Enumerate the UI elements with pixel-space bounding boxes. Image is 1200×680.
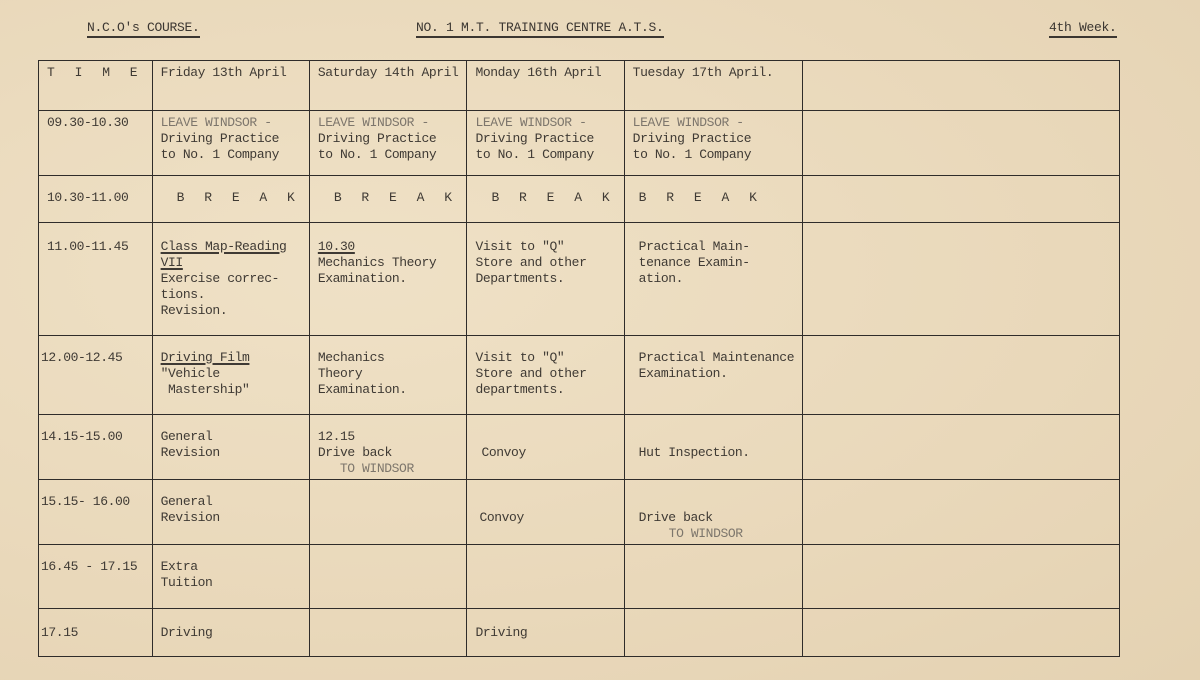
cell-line: to No. 1 Company [317,147,437,162]
header-row [39,61,1120,111]
cell-line: Drive back [317,445,392,460]
course-title: N.C.O's COURSE. [87,20,200,38]
time-cell: 17.15 [39,609,153,657]
schedule-cell [152,176,309,223]
cell-line: Visit to "Q" [475,239,565,254]
time-cell: 14.15-15.00 [39,415,153,480]
cell-line: to No. 1 Company [475,147,594,162]
cell-line: General [160,494,213,509]
cell-line: departments. [475,382,565,397]
break-label: B R E A K [491,190,616,205]
cell-line: Extra [160,559,198,574]
table-row [39,223,1120,336]
cell-line: tenance Examin- [638,255,750,270]
schedule-cell [467,111,624,176]
cell-line: Driving Practice [160,131,280,146]
schedule-cell [467,223,624,336]
schedule-cell [624,609,802,657]
subject-title: Class Map-Reading [160,239,287,254]
cell-line: LEAVE WINDSOR - [632,115,744,130]
schedule-cell [152,336,309,415]
table-row [39,545,1120,609]
subject-title: VII [160,255,183,270]
blank-cell [803,480,1120,545]
schedule-cell [309,223,467,336]
schedule-cell [624,176,802,223]
cell-line: to No. 1 Company [160,147,280,162]
schedule-cell [309,609,467,657]
blank-cell [803,415,1120,480]
schedule-cell [624,223,802,336]
column-header-time [39,61,153,111]
timetable [38,60,1120,657]
cell-line: Drive back [638,510,713,525]
blank-cell [803,111,1120,176]
table-row [39,609,1120,657]
schedule-cell [309,111,467,176]
schedule-cell [152,545,309,609]
time-cell: 11.00-11.45 [39,223,153,336]
time-cell: 12.00-12.45 [39,336,153,415]
schedule-cell [467,545,624,609]
cell-line: Practical Maintenance [638,350,795,365]
blank-cell [803,609,1120,657]
schedule-cell [624,480,802,545]
table-row [39,111,1120,176]
subject-title: 10.30 [317,239,355,254]
cell-line: Driving Practice [317,131,437,146]
cell-line: to No. 1 Company [632,147,752,162]
schedule-cell [309,415,467,480]
column-header-monday: Monday 16th April [467,61,624,111]
cell-line: Mechanics Theory [317,255,437,270]
cell-line: 12.15 [317,429,355,444]
blank-cell [803,223,1120,336]
cell-line: Store and other [475,366,587,381]
cell-line: ation. [638,271,684,286]
cell-line: General [160,429,213,444]
schedule-cell [309,545,467,609]
table-row [39,415,1120,480]
cell-line: Driving Practice [475,131,594,146]
schedule-cell [152,480,309,545]
cell-line: TO WINDSOR [339,461,414,476]
column-header-saturday: Saturday 14th April [309,61,467,111]
table-row [39,176,1120,223]
cell-line: LEAVE WINDSOR - [160,115,272,130]
column-header-tuesday: Tuesday 17th April. [624,61,802,111]
column-header-blank [803,61,1120,111]
table-row [39,336,1120,415]
cell-line: Departments. [475,271,565,286]
schedule-cell: Convoy [467,415,624,480]
subject-title: Driving Film [160,350,250,365]
cell-line: Examination. [638,366,728,381]
schedule-cell [467,176,624,223]
schedule-cell [467,336,624,415]
cell-line: Visit to "Q" [475,350,565,365]
break-label: B R E A K [176,190,301,205]
column-header-friday: Friday 13th April [152,61,309,111]
cell-line: tions. [160,287,206,302]
schedule-cell [624,111,802,176]
schedule-cell [152,223,309,336]
cell-line: Mastership" [160,382,250,397]
schedule-cell: Driving [152,609,309,657]
time-cell: 16.45 - 17.15 [39,545,153,609]
time-cell: 10.30-11.00 [39,176,153,223]
cell-line: Store and other [475,255,587,270]
blank-cell [803,176,1120,223]
cell-line: "Vehicle [160,366,220,381]
schedule-cell [624,545,802,609]
cell-line: Revision. [160,303,228,318]
cell-line: Revision [160,445,220,460]
break-label: B R E A K [333,190,459,205]
column-header-label: T I M E [47,65,144,80]
cell-line: Driving Practice [632,131,752,146]
cell-line: Examination. [317,382,407,397]
schedule-cell [152,415,309,480]
time-cell: 09.30-10.30 [39,111,153,176]
schedule-cell [309,480,467,545]
cell-line: Exercise correc- [160,271,280,286]
schedule-cell: Driving [467,609,624,657]
cell-line: TO WINDSOR [668,526,743,541]
schedule-cell [309,336,467,415]
cell-line: Mechanics [317,350,385,365]
week-label: 4th Week. [1049,20,1117,38]
centre-title: NO. 1 M.T. TRAINING CENTRE A.T.S. [416,20,664,38]
blank-cell [803,545,1120,609]
time-cell: 15.15- 16.00 [39,480,153,545]
schedule-cell: Hut Inspection. [624,415,802,480]
schedule-cell [624,336,802,415]
cell-line: LEAVE WINDSOR - [475,115,587,130]
break-label: B R E A K [638,190,763,205]
cell-line: Examination. [317,271,407,286]
cell-line: Tuition [160,575,213,590]
cell-line: Theory [317,366,363,381]
table-row [39,480,1120,545]
cell-line: Practical Main- [638,239,750,254]
blank-cell [803,336,1120,415]
cell-line: Revision [160,510,220,525]
cell-line: LEAVE WINDSOR - [317,115,429,130]
schedule-cell [152,111,309,176]
schedule-cell [309,176,467,223]
schedule-cell: Convoy [467,480,624,545]
